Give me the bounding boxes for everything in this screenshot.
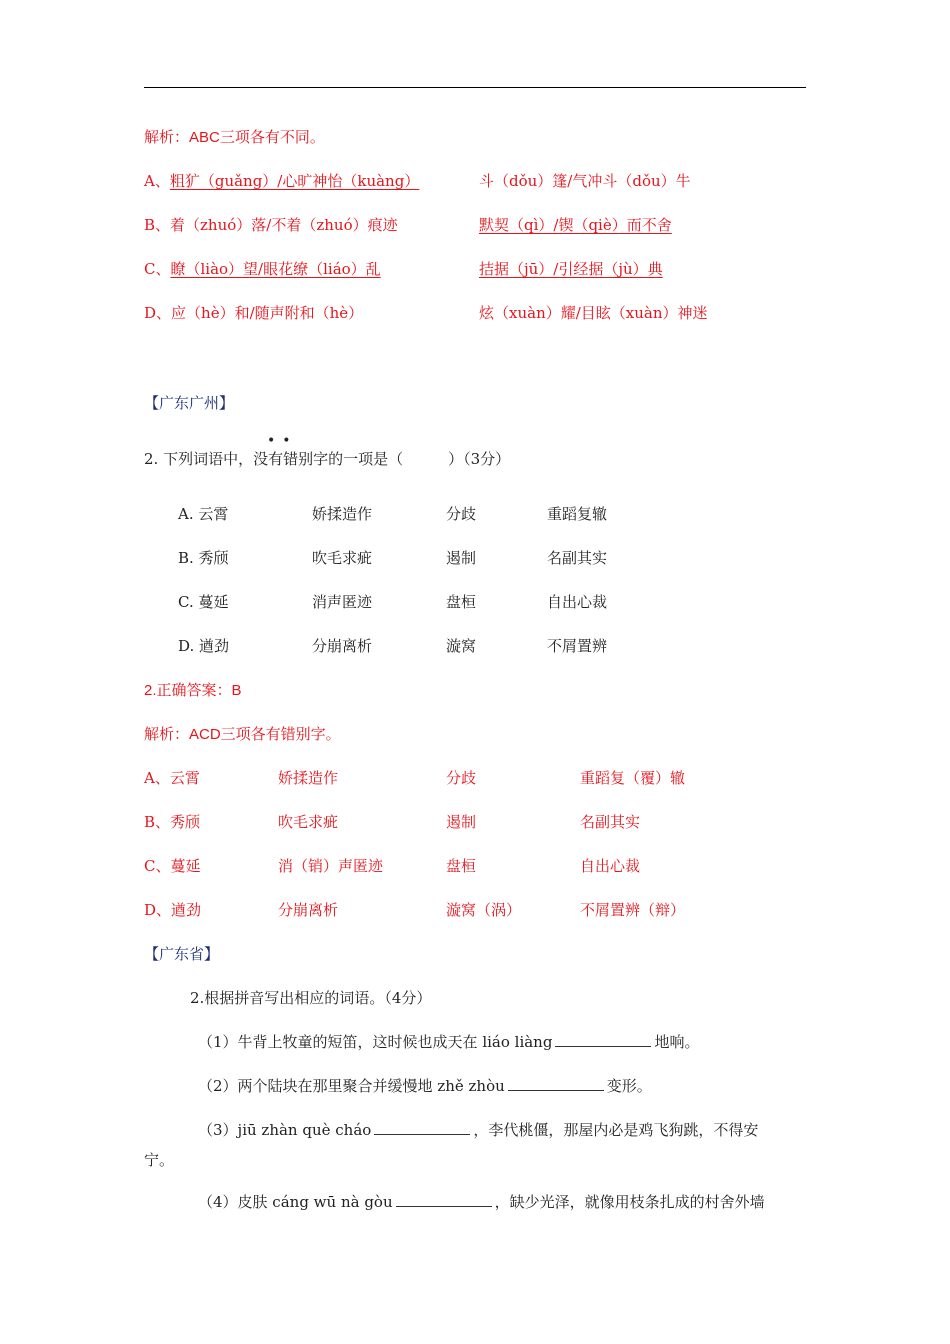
option-d-3: 漩窝 [446,637,477,655]
analysis-c-2: 消（销）声匿迹 [278,857,384,875]
analysis-b-2: 吹毛求疵 [278,813,339,831]
option-a-3: 分歧 [446,505,477,523]
section-heading-guangzhou: 【广东广州】 [144,394,235,412]
answer1-row-d-right: 炫（xuàn）耀/目眩（xuàn）神迷 [479,304,708,322]
answer1-row-b: B、着（zhuó）落/不着（zhuó）痕迹 [144,216,398,234]
analysis-a-3: 分歧 [446,769,477,787]
option-a-2: 娇揉造作 [312,505,373,523]
answer-blank-1[interactable] [555,1032,651,1047]
question3-item-1: （1）牛背上牧童的短笛，这时候也成天在 liáo liàng 地响。 [198,1033,700,1051]
analysis-b-4: 名副其实 [580,813,641,831]
analysis-b-3: 遏制 [446,813,477,831]
answer-blank-2[interactable] [508,1076,604,1091]
option-d-2: 分崩离析 [312,637,373,655]
analysis-b-1: B、秀颀 [144,813,201,831]
answer-blank-3[interactable] [374,1120,470,1135]
section-heading-guangdong: 【广东省】 [144,945,220,963]
answer1-row-c: C、瞭（liào）望/眼花缭（liáo）乱 [144,260,381,278]
analysis-d-4: 不屑置辨（辩） [580,901,686,919]
question3-item-2: （2）两个陆块在那里聚合并缓慢地 zhě zhòu 变形。 [198,1077,652,1095]
question2-answer: 2.正确答案：B [144,682,242,699]
analysis-d-1: D、遒劲 [144,901,202,919]
analysis-c-4: 自出心裁 [580,857,641,875]
answer1-row-a: A、粗犷（guǎng）/心旷神怡（kuàng） [144,172,420,190]
option-c-4: 自出心裁 [547,593,608,611]
option-a-4: 重蹈复辙 [547,505,608,523]
analysis-a-4: 重蹈复（覆）辙 [580,769,686,787]
option-b-1: B. 秀颀 [178,549,229,567]
analysis-a-2: 娇揉造作 [278,769,339,787]
answer-blank-4[interactable] [396,1192,492,1207]
analysis-a-1: A、云霄 [144,769,200,787]
analysis-d-3: 漩窝（涡） [446,901,522,919]
analysis-d-2: 分崩离析 [278,901,339,919]
answer1-row-d: D、应（hè）和/随声附和（hè） [144,304,364,322]
question2-stem: 2. 下列词语中，没有错别字的一项是（ ）（3分） [144,450,511,468]
answer1-row-a-right: 斗（dǒu）篷/气冲斗（dǒu）牛 [479,172,691,190]
question3-stem: 2.根据拼音写出相应的词语。（4分） [190,989,432,1007]
analysis-c-1: C、蔓延 [144,857,201,875]
emphasis-dots: •• [267,433,298,449]
top-divider [144,87,806,88]
question3-item-4: （4）皮肤 cáng wū nà gòu ，缺少光泽，就像用枝条扎成的村舍外墙 [198,1193,765,1211]
option-c-1: C. 蔓延 [178,593,229,611]
option-b-4: 名副其实 [547,549,608,567]
question3-item-3-continued: 宁。 [144,1151,175,1169]
option-c-3: 盘桓 [446,593,477,611]
option-b-3: 遏制 [446,549,477,567]
option-b-2: 吹毛求疵 [312,549,373,567]
analysis-c-3: 盘桓 [446,857,477,875]
question3-item-3: （3）jiū zhàn què cháo ，李代桃僵，那屋内必是鸡飞狗跳，不得安 [198,1121,759,1139]
option-c-2: 消声匿迹 [312,593,373,611]
answer1-explanation: 解析：ABC三项各有不同。 [144,129,325,146]
question2-explanation: 解析：ACD三项各有错别字。 [144,726,341,743]
option-d-1: D. 遒劲 [178,637,230,655]
answer1-row-b-right: 默契（qì）/锲（qiè）而不舍 [479,216,672,234]
option-a-1: A. 云霄 [178,505,229,523]
option-d-4: 不屑置辨 [547,637,608,655]
answer1-row-c-right: 拮据（jū）/引经据（jù）典 [479,260,663,278]
